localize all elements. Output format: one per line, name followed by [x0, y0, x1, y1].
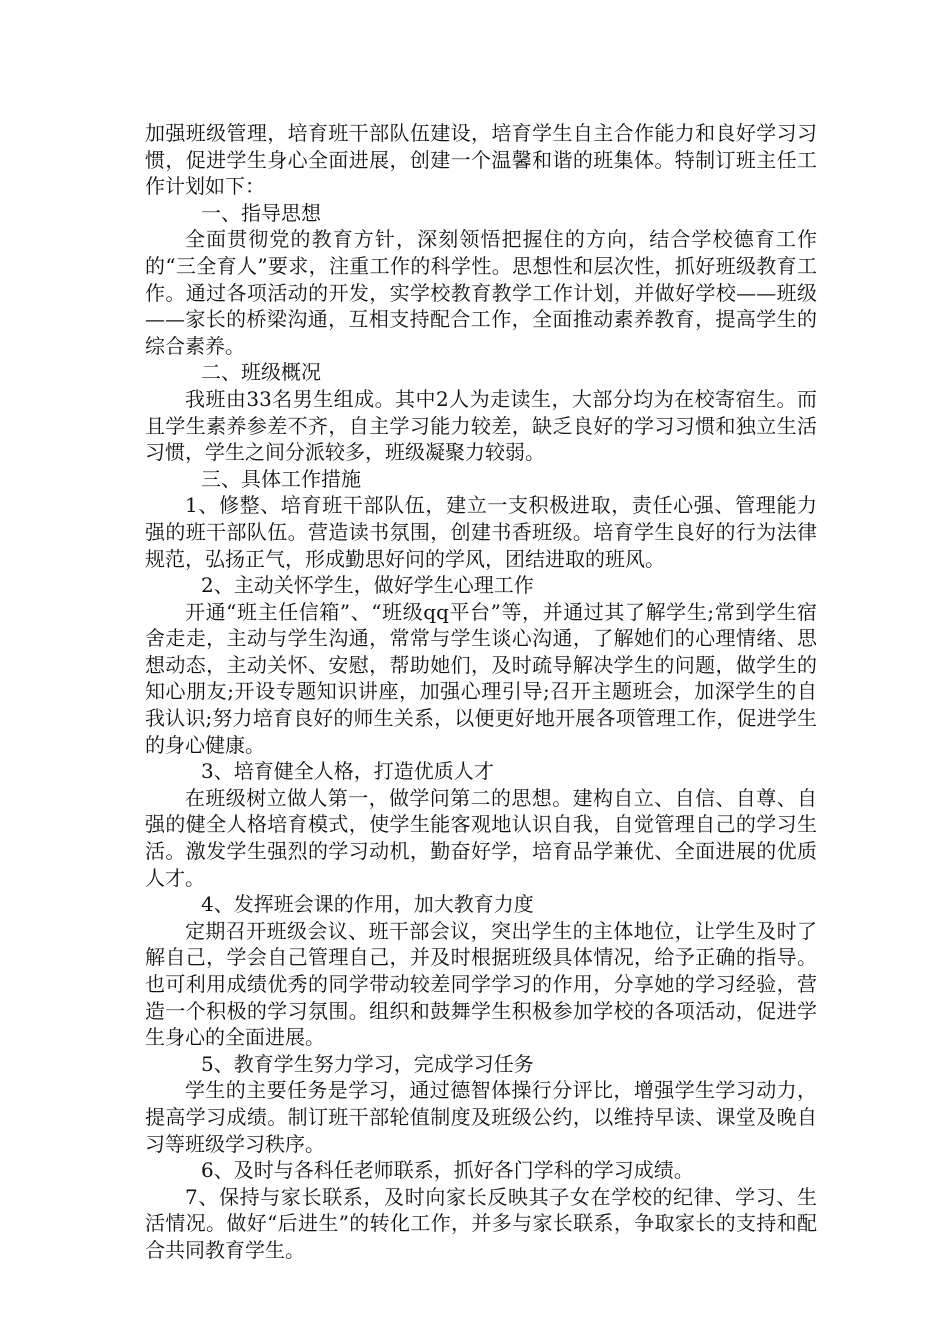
section-body-measure-3: 在班级树立做人第一，做学问第二的思想。建构自立、自信、自尊、自强的健全人格培育模式，使学生能客观地认识自我，自觉管理自己的学习生活。激发学生强烈的学习动机，勤奋好学，培育品学兼优、全面进展的优质人才。 [145, 785, 817, 890]
section-body-measure-7: 7、保持与家长联系，及时向家长反映其子女在学校的纪律、学习、生活情况。做好“后进生”的转化工作，并多与家长联系，争取家长的支持和配合共同教育学生。 [145, 1184, 817, 1262]
section-heading-measures: 三、具体工作措施 [201, 466, 361, 491]
section-body-measure-4: 定期召开班级会议、班干部会议，突出学生的主体地位，让学生及时了解自己，学会自己管理自己，并及时根据班级具体情况，给予正确的指导。也可利用成绩优秀的同学带动较差同学学习的作用，分享她的学习经验，营造一个积极的学习氛围。组织和鼓舞学生积极参加学校的各项活动，促进学生身心的全面进展。 [145, 918, 817, 1050]
section-heading-guiding-ideology: 一、指导思想 [201, 200, 321, 225]
section-heading-measure-6: 6、及时与各科任老师联系，抓好各门学科的学习成绩。 [201, 1158, 694, 1183]
section-body-measure-2: 开通“班主任信箱”、“班级qq平台”等，并通过其了解学生;常到学生宿舍走走，主动与学生沟通，常常与学生谈心沟通，了解她们的心理情绪、思想动态，主动关怀、安慰，帮助她们，及时疏导解决学生的问题，做学生的知心朋友;开设专题知识讲座，加强心理引导;召开主题班会，加深学生的自我认识;努力培育良好的师生关系，以便更好地开展各项管理工作，促进学生的身心健康。 [145, 599, 817, 757]
section-heading-class-overview: 二、班级概况 [201, 360, 321, 385]
section-heading-measure-3: 3、培育健全人格，打造优质人才 [201, 759, 494, 784]
section-body-measure-1: 1、修整、培育班干部队伍，建立一支积极进取，责任心强、管理能力强的班干部队伍。营造读书氛围，创建书香班级。培育学生良好的行为法律规范，弘扬正气，形成勤思好问的学风，团结进取的班风。 [145, 493, 817, 571]
document-page [145, 120, 817, 1264]
section-body-measure-5: 学生的主要任务是学习，通过德智体操行分评比，增强学生学习动力，提高学习成绩。制订班干部轮值制度及班级公约，以维持早读、课堂及晚自习等班级学习秩序。 [145, 1078, 817, 1156]
intro-paragraph: 加强班级管理，培育班干部队伍建设，培育学生自主合作能力和良好学习习惯，促进学生身心全面进展，创建一个温馨和谐的班集体。特制订班主任工作计划如下： [145, 121, 817, 199]
section-heading-measure-2: 2、主动关怀学生，做好学生心理工作 [201, 573, 534, 598]
section-body-class-overview: 我班由33名男生组成。其中2人为走读生，大部分均为在校寄宿生。而且学生素养参差不齐，自主学习能力较差，缺乏良好的学习习惯和独立生活习惯，学生之间分派较多，班级凝聚力较弱。 [145, 386, 817, 465]
section-heading-measure-5: 5、教育学生努力学习，完成学习任务 [201, 1051, 534, 1076]
section-heading-measure-4: 4、发挥班会课的作用，加大教育力度 [201, 892, 534, 917]
section-body-guiding-ideology: 全面贯彻党的教育方针，深刻领悟把握住的方向，结合学校德育工作的“三全育人”要求，注重工作的科学性。思想性和层次性，抓好班级教育工作。通过各项活动的开发，实学校教育教学工作计划，并做好学校——班级——家长的桥梁沟通，互相支持配合工作，全面推动素养教育，提高学生的综合素养。 [145, 227, 817, 358]
